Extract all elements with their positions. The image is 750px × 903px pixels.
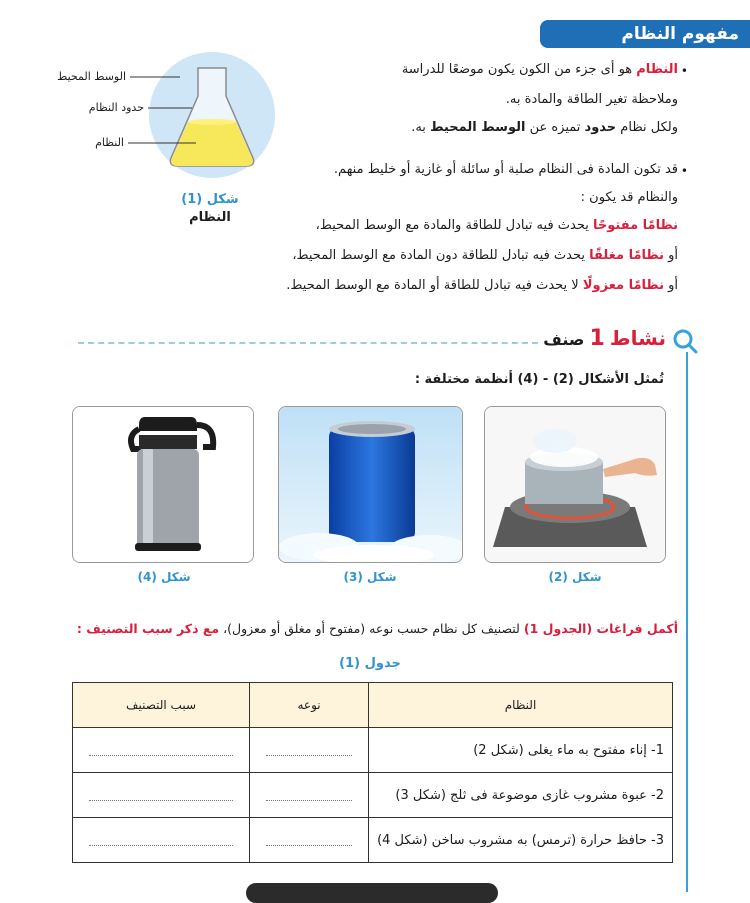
row-system-label: 2- عبوة مشروب غازى موضوعة فى ثلج (شكل 3)	[369, 773, 673, 818]
activity-rule	[686, 352, 688, 892]
row-system-label: 1- إناء مفتوح به ماء يغلى (شكل 2)	[369, 728, 673, 773]
activity-heading: نشاط 1 صنف	[543, 326, 666, 351]
activity-intro: تُمثل الأشكال (2) - (4) أنظمة مختلفة :	[414, 372, 664, 387]
soda-can	[329, 427, 415, 542]
intro-line-4: قد تكون المادة فى النظام صلبة أو سائلة أو غازية أو خليط منهم.	[333, 162, 678, 177]
figure4-caption: شكل (4)	[137, 570, 191, 584]
section-title: مفهوم النظام	[540, 20, 750, 48]
table-instruction: أكمل فراغات (الجدول 1) لتصنيف كل نظام حسب نوعه (مفتوح أو مغلق أو معزول)، مع ذكر سبب التصنيف :	[76, 621, 678, 636]
row-system-label: 3- حافظ حرارة (ترمس) به مشروب ساخن (شكل 4)	[369, 818, 673, 863]
bottom-toolbar[interactable]	[246, 883, 498, 903]
figure4-photo	[72, 406, 254, 563]
reason-blank[interactable]	[73, 728, 250, 773]
intro-line-8: أو نظامًا معزولًا لا يحدث فيه تبادل للطاقة أو المادة مع الوسط المحيط.	[286, 278, 678, 293]
classification-table	[72, 682, 673, 863]
intro-line-1: النظام هو أى جزء من الكون يكون موضعًا للدراسة	[401, 62, 678, 77]
intro-line-5: والنظام قد يكون :	[580, 190, 678, 205]
table-row	[73, 728, 673, 773]
thermos-lid	[139, 417, 197, 431]
reason-blank[interactable]	[73, 773, 250, 818]
figure2-photo	[484, 406, 666, 563]
label-boundary: حدود النظام	[88, 101, 144, 114]
table-row	[73, 818, 673, 863]
intro-line-7: أو نظامًا مغلقًا يحدث فيه تبادل للطاقة دون المادة مع الوسط المحيط،	[292, 248, 678, 263]
type-blank[interactable]	[250, 818, 369, 863]
table-row	[73, 773, 673, 818]
figure2-caption: شكل (2)	[548, 570, 602, 584]
figure1-subcaption: النظام	[189, 210, 231, 225]
intro-line-6: نظامًا مفتوحًا يحدث فيه تبادل للطاقة والمادة مع الوسط المحيط،	[315, 218, 678, 233]
magnifier-icon	[672, 328, 698, 354]
reason-blank[interactable]	[73, 818, 250, 863]
header-type: نوعه	[250, 683, 369, 728]
figure1-caption: شكل (1)	[181, 192, 239, 207]
label-system: النظام	[95, 136, 124, 149]
intro-line-2: وملاحظة تغير الطاقة والمادة به.	[505, 92, 678, 107]
label-surroundings: الوسط المحيط	[57, 70, 126, 83]
type-blank[interactable]	[250, 773, 369, 818]
figure3-photo	[278, 406, 463, 563]
header-system: النظام	[369, 683, 673, 728]
header-reason: سبب التصنيف	[73, 683, 250, 728]
figure3-caption: شكل (3)	[343, 570, 397, 584]
type-blank[interactable]	[250, 728, 369, 773]
activity-divider	[78, 342, 538, 344]
intro-line-3: ولكل نظام حدود تميزه عن الوسط المحيط به.	[411, 120, 678, 135]
table-title: جدول (1)	[339, 656, 401, 671]
bullet-icon: •	[680, 64, 688, 78]
bullet-icon: •	[680, 164, 688, 178]
